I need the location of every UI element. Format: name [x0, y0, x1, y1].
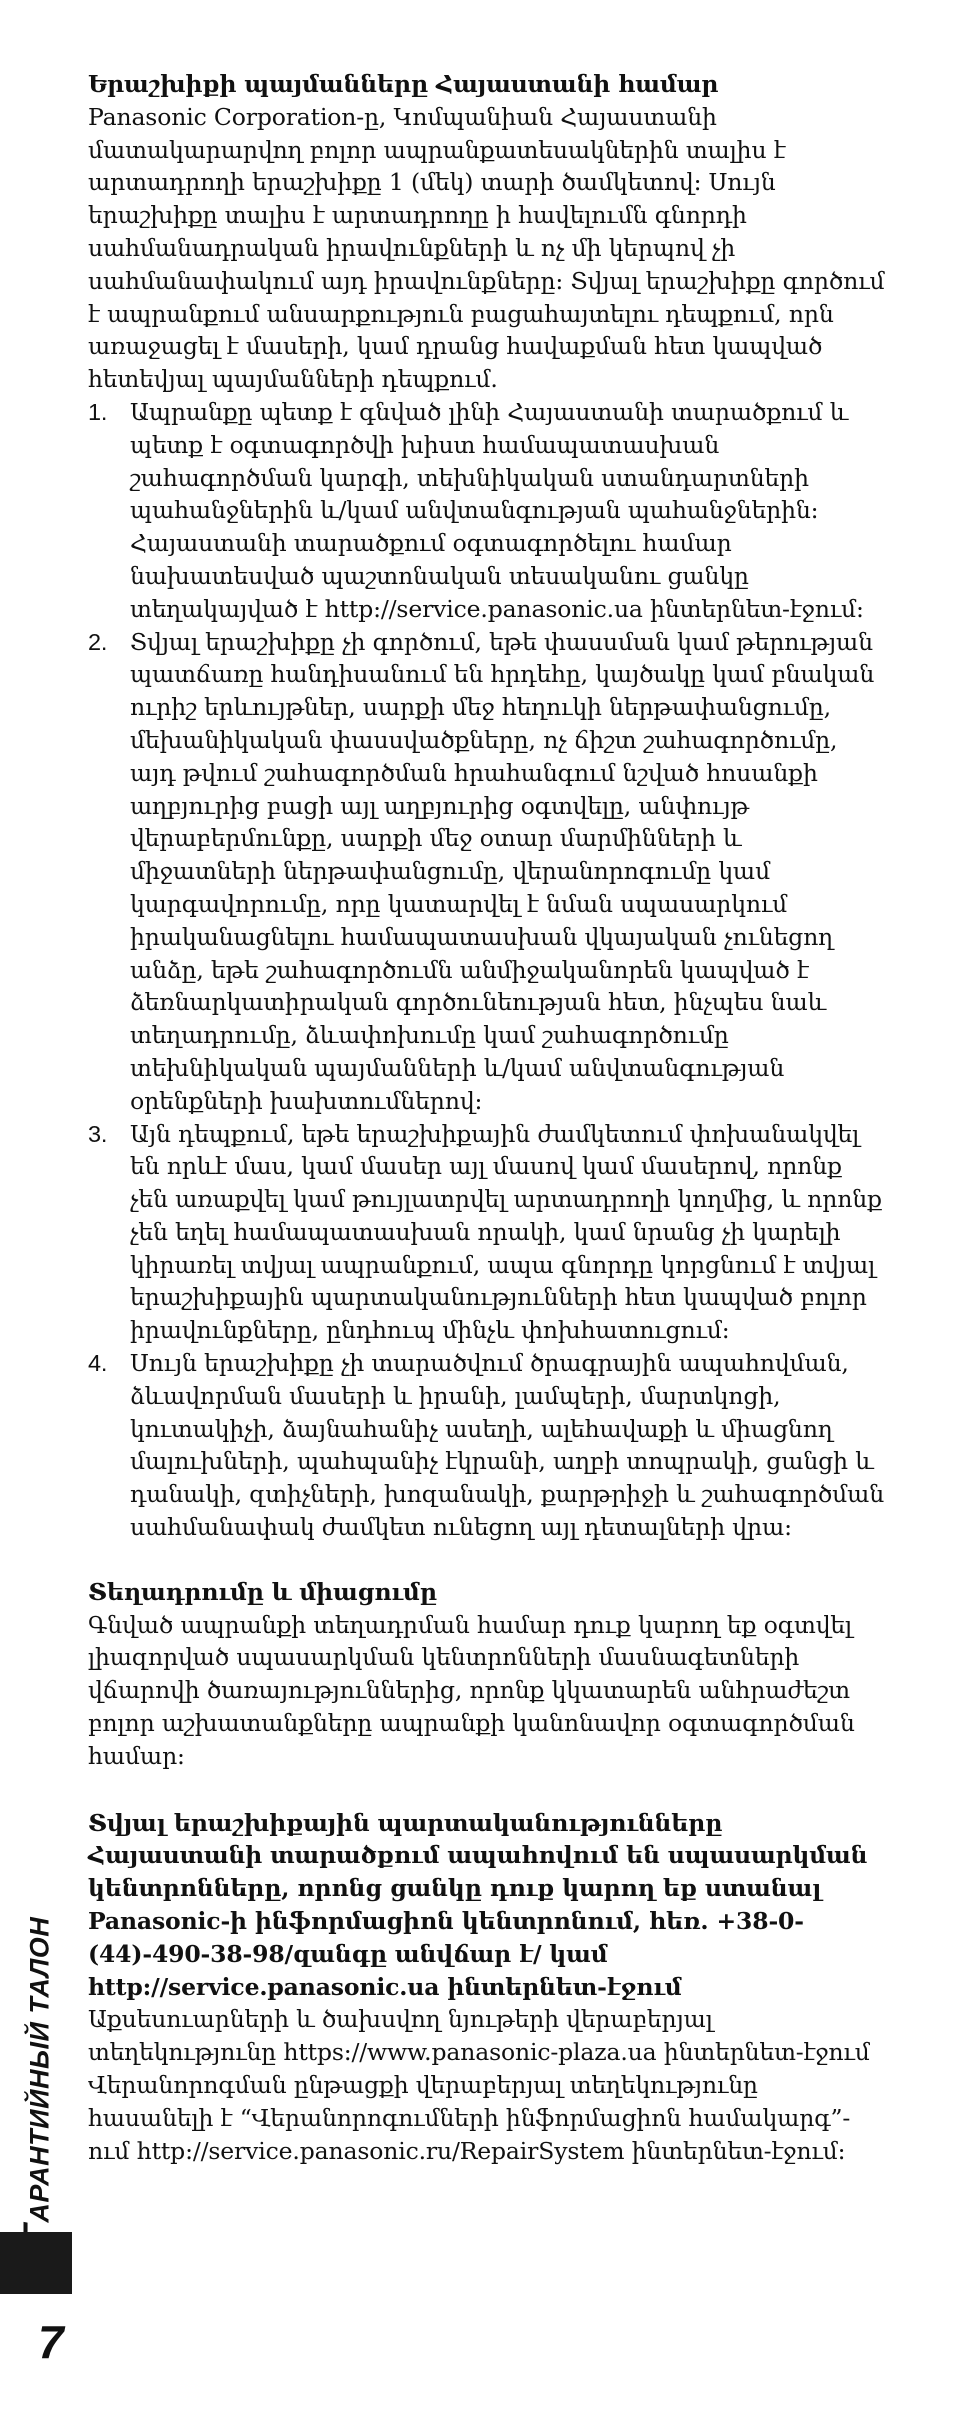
page-number: 7 [38, 2316, 64, 2368]
list-item [88, 1118, 886, 1348]
installation-body: Գնված ապրանքի տեղադրման համար դուք կարող եք օգտվել լիազորված սպասարկման կենտրոնների մասնագետների վճարովի ծառայություններից, որոնք կկատարեն անհրաժեշտ բոլոր աշխատանքները ապրանքի կանոնավոր օգտագործման համար: [88, 1610, 855, 1770]
warranty-card-side-tab [0, 1892, 72, 2270]
section-marker-bar [0, 2232, 72, 2294]
list-item [88, 396, 886, 626]
warranty-heading: Երաշխիքի պայմանները Հայաստանի համար [88, 70, 719, 98]
list-item-number: 4. [88, 1350, 108, 1377]
document-body [88, 68, 886, 2167]
service-centers-paragraph: Տվյալ երաշխիքային պարտականությունները Հայաստանի տարածքում ապահովում են սպասարկման կենտրոնները, որոնց ցանկը դուք կարող եք ստանալ Panasonic-ի ինֆորմացիոն կենտրոնում, հեռ. +38-0-(44)-490-38-98/զանգը անվճար է/ կամ http://service.panasonic.ua ինտերնետ-էջում [88, 1808, 868, 2001]
list-item-number: 3. [88, 1120, 108, 1147]
repair-info: Վերանորոգման ընթացքի վերաբերյալ տեղեկությունը հասանելի է “Վերանորոգումների ինֆորմացիոն համակարգ”-ում http://service.panasonic.ru/RepairSystem ինտերնետ-էջում: [88, 2071, 851, 2165]
list-item-number: 1. [88, 398, 108, 425]
accessories-info: Աքսեսուարների և ծախսվող նյութերի վերաբերյալ տեղեկությունը https://www.panasonic-plaza.ua ինտերնետ-էջում [88, 2005, 870, 2067]
list-item-number: 2. [88, 628, 108, 655]
installation-heading: Տեղադրումը և միացումը [88, 1577, 437, 1606]
warranty-conditions-list [88, 396, 886, 1544]
warranty-intro: Panasonic Corporation-ը, Կոմպանիան Հայաստանի մատակարարվող բոլոր ապրանքատեսակներին տալիս է արտադրողի երաշխիքը 1 (մեկ) տարի ծամկետով: Սույն երաշխիքը տալիս է արտադրողը ի հավելումն գնորդի սահմանադրական իրավունքների և ոչ մի կերպով չի սահմանափակում այդ իրավունքները: Տվյալ երաշխիքը գործում է ապրանքում անսարքություն բացահայտելու դեպքում, որն առաջացել է մասերի, կամ դրանց հավաքման հետ կապված հետեվյալ պայմանների դեպքում. [88, 102, 885, 394]
list-item-text: Այն դեպքում, եթե երաշխիքային ժամկետում փոխանակվել են որևէ մաս, կամ մասեր այլ մասով կամ մասերով, որոնք չեն առաքվել կամ թույլատրվել արտադրողի կողմից, և որոնք չեն եղել համապատասխան որակի, կամ նրանց չի կարելի կիրառել տվյալ ապրանքում, ապա գնորդը կորցնում է տվյալ երաշխիքային պարտականությունների հետ կապված բոլոր իրավունքները, ընդհուպ մինչև փոխհատուցում: [130, 1119, 882, 1345]
list-item-text: Տվյալ երաշխիքը չի գործում, եթե փասսման կամ թերության պատճառը հանդիսանում են հրդեհը, կայծակը կամ բնական ուրիշ երևույթներ, սարքի մեջ հեղուկի ներթափանցումը, մեխանիկական փասսվածքները, ոչ ճիշտ շահագործումը, այդ թվում շահագործման հրահանգում նշված հոսանքի աղբյուրից բացի այլ աղբյուրից օգտվելը, անփույթ վերաբերմունքը, սարքի մեջ օտար մարմինների և միջատների ներթափանցումը, վերանորոգումը կամ կարգավորումը, որը կատարվել է նման սպասարկում իրականացնելու համապատասխան վկայական չունեցող անձը, եթե շահագործումն անմիջականորեն կապված է ձեռնարկատիրական գործունեության հետ, ինչպես նաև տեղադրումը, ձևափոխումը կամ շահագործումը տեխնիկական պայմանների և/կամ անվտանգության օրենքների խախտումներով: [130, 627, 875, 1115]
side-tab-label: АРАНТИЙНЫЙ ТАЛОН [24, 1916, 55, 2223]
list-item-text: Սույն երաշխիքը չի տարածվում ծրագրային ապահովման, ձևավորման մասերի և իրանի, լամպերի, մարտկոցի, կուտակիչի, ձայնահանիչ ասեղի, ալեհավաքի և միացնող մալուխների, պահպանիչ էկրանի, աղբի տոպրակի, ցանցի և դանակի, զտիչների, խոզանակի, քարթրիջի և շահագործման սահմանափակ ժամկետ ունեցող այլ դետալների վրա: [130, 1349, 885, 1542]
list-item [88, 626, 886, 1118]
list-item-text: Ապրանքը պետք է գնված լինի Հայաստանի տարածքում և պետք է օգտագործվի խիստ համապատասխան շահագործման կարգի, տեխնիկական ստանդարտների պահանջներին և/կամ անվտանգության պահանջներին: Հայաստանի տարածքում օգտագործելու համար նախատեսված պաշտոնական տեսականու ցանկը տեղակայված է http://service.panasonic.ua ինտերնետ-էջում: [130, 397, 864, 623]
list-item [88, 1347, 886, 1544]
